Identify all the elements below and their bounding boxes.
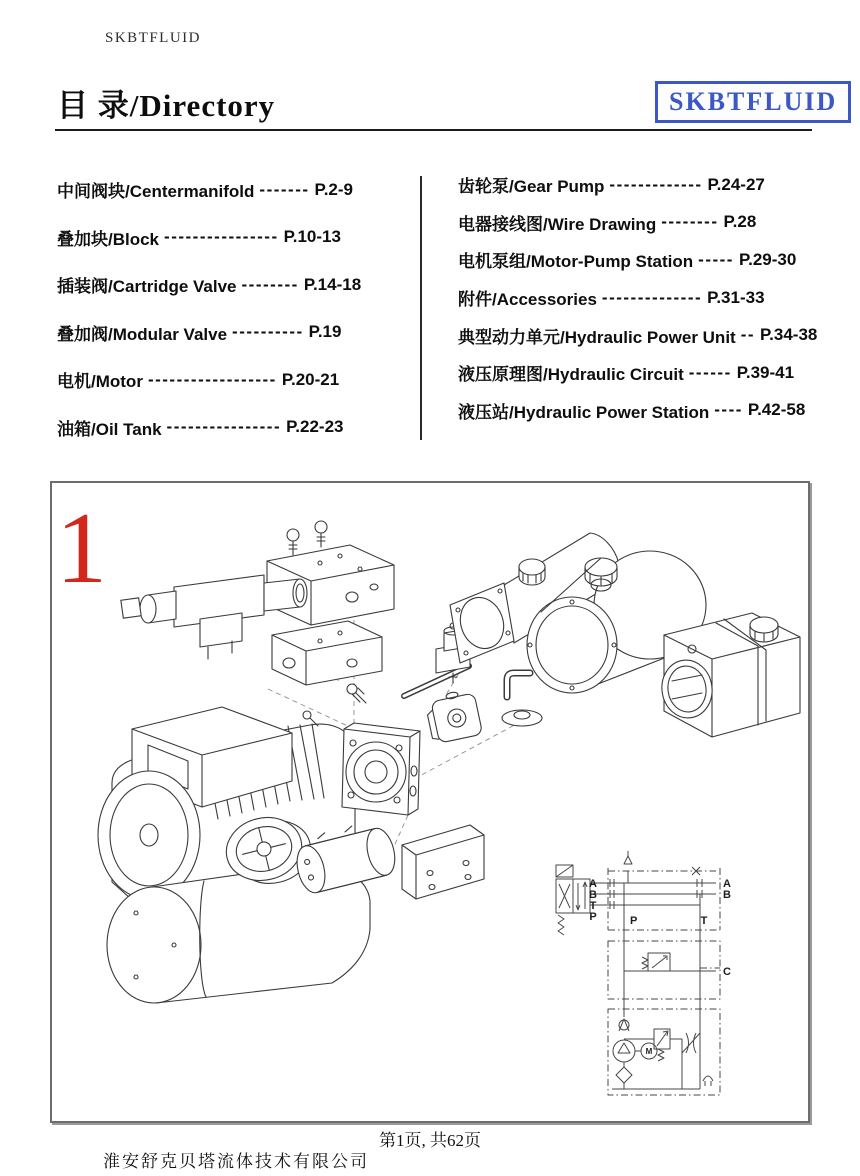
toc-entry-label: 齿轮泵/Gear Pump <box>458 177 605 197</box>
toc-entry-page: P.10-13 <box>283 227 341 247</box>
toc-right-column <box>458 166 818 429</box>
schematic-port-p-label: P <box>589 911 597 923</box>
toc-entry-page: P.14-18 <box>303 274 362 294</box>
schematic-port-t-label: T <box>589 900 597 912</box>
toc-entry-dashes: ---------------- <box>164 227 279 247</box>
filler-cap-icon <box>519 559 545 585</box>
toc-entry <box>57 214 409 262</box>
toc-entry-page: P.19 <box>308 322 342 342</box>
schematic-t-line-label: T <box>700 915 708 927</box>
filler-cap-icon <box>750 617 778 642</box>
schematic-motor-label: M <box>645 1047 653 1056</box>
toc-entry-page: P.29-30 <box>738 249 797 269</box>
toc-entry-label: 典型动力单元/Hydraulic Power Unit <box>458 327 736 347</box>
toc-entry <box>57 309 409 357</box>
elbow-fitting-drawing <box>507 673 530 697</box>
toc-entry-page: P.31-33 <box>707 287 765 307</box>
toc-entry <box>57 261 409 309</box>
toc-entry <box>458 354 812 392</box>
toc-left-column <box>57 166 409 451</box>
toc-entry <box>458 279 812 317</box>
toc-entry-label: 液压原理图/Hydraulic Circuit <box>458 365 684 385</box>
toc-entry-label: 电机/Motor <box>57 372 143 392</box>
toc-entry-dashes: ---- <box>714 400 743 420</box>
footer-page-info: 第1页, 共62页 <box>379 1131 481 1150</box>
toc-entry <box>57 404 409 452</box>
toc-entry-dashes: ----- <box>698 249 734 269</box>
figure-frame <box>50 481 810 1123</box>
toc-entry-label: 电机泵组/Motor-Pump Station <box>458 252 694 272</box>
pump-mounting-plate-drawing <box>342 723 420 815</box>
toc-entry-label: 电器接线图/Wire Drawing <box>458 214 657 234</box>
schematic-symbols <box>556 851 716 1089</box>
header-rule <box>55 129 812 131</box>
cartridge-block-drawing <box>272 621 382 685</box>
toc-entry-label: 中间阀块/Centermanifold <box>57 182 255 202</box>
toc-entry-dashes: ------------- <box>609 174 703 194</box>
mounting-bracket-drawing <box>402 825 484 899</box>
toc-entry-page: P.20-21 <box>281 369 340 389</box>
toc-entry-dashes: ------ <box>688 362 732 382</box>
gear-pump-drawing <box>424 688 483 744</box>
schematic-enclosure-lines <box>608 868 720 1095</box>
footer-company-name: 淮安舒克贝塔流体技术有限公司 <box>103 1152 369 1171</box>
toc-entry-dashes: -- <box>740 325 756 345</box>
hydraulic-schematic-drawing <box>556 851 731 1095</box>
schematic-port-a-label: A <box>589 878 597 890</box>
toc-entry-label: 液压站/Hydraulic Power Station <box>458 402 710 422</box>
toc-entry-page: P.42-58 <box>747 400 806 420</box>
fitting-plugs-drawing <box>287 521 327 555</box>
toc-entry <box>458 204 812 242</box>
page-title: 目 录/Directory <box>57 88 276 123</box>
toc-entry-page: P.22-23 <box>286 417 344 437</box>
exploded-view-figure <box>52 483 808 1121</box>
toc-entry <box>458 392 812 430</box>
toc-entry-dashes: -------------- <box>601 287 703 307</box>
toc-entry-label: 油箱/Oil Tank <box>57 419 162 439</box>
toc-entry <box>57 166 409 214</box>
figure-number: 1 <box>56 492 107 605</box>
toc-entry <box>458 166 812 204</box>
brand-logo: SKBTFLUID <box>655 81 851 123</box>
toc-entry <box>57 356 409 404</box>
schematic-right-b-label: B <box>723 889 731 901</box>
brand-header: SKBTFLUID <box>105 30 202 46</box>
toc-entry-page: P.24-27 <box>707 174 765 194</box>
toc-entry-label: 附件/Accessories <box>458 290 597 310</box>
toc-entry-label: 叠加块/Block <box>57 229 160 249</box>
toc-entry-dashes: ---------- <box>232 322 304 342</box>
toc-entry-dashes: ------- <box>259 179 310 199</box>
toc-entry-page: P.2-9 <box>314 179 353 199</box>
toc-entry <box>458 316 818 354</box>
toc-entry-dashes: -------- <box>661 212 719 232</box>
toc-entry-page: P.39-41 <box>736 362 795 382</box>
schematic-c-label: C <box>723 966 731 978</box>
toc-entry-dashes: -------- <box>241 274 299 294</box>
schematic-right-a-label: A <box>723 878 731 890</box>
toc-entry-dashes: ---------------- <box>166 417 282 437</box>
toc-entry-label: 插装阀/Cartridge Valve <box>57 277 237 297</box>
rect-tank-drawing <box>658 613 800 737</box>
schematic-port-b-label: B <box>589 889 597 901</box>
toc-entry-label: 叠加阀/Modular Valve <box>57 324 228 344</box>
toc-entry-page: P.34-38 <box>760 325 818 345</box>
toc-entry <box>458 241 812 279</box>
washer-nut-drawing <box>502 710 542 726</box>
toc-entry-dashes: ------------------ <box>147 369 277 389</box>
toc-column-divider <box>420 176 422 440</box>
schematic-p-line-label: P <box>630 915 638 927</box>
toc-entry-page: P.28 <box>723 212 757 232</box>
